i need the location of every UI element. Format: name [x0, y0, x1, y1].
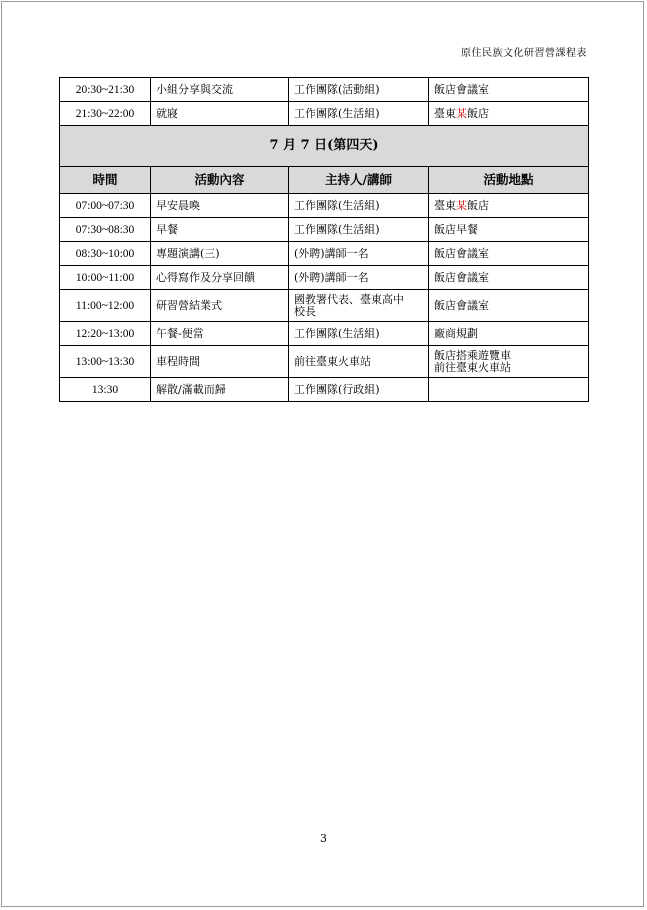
location-cell: 廠商規劃	[429, 322, 589, 346]
table-row	[60, 242, 589, 266]
activity-cell: 研習營結業式	[151, 290, 289, 322]
day-title-row	[60, 126, 589, 167]
table-row	[60, 194, 589, 218]
activity-cell: 就寢	[151, 102, 289, 126]
table-row	[60, 290, 589, 322]
location-cell: 飯店會議室	[429, 78, 589, 102]
location-cell	[429, 102, 589, 126]
activity-cell: 心得寫作及分享回饋	[151, 266, 289, 290]
location-cell	[429, 378, 589, 402]
time-cell: 11:00~12:00	[60, 290, 151, 322]
host-cell	[289, 290, 429, 322]
location-cell	[429, 194, 589, 218]
activity-cell: 車程時間	[151, 346, 289, 378]
time-cell: 08:30~10:00	[60, 242, 151, 266]
table-row	[60, 218, 589, 242]
page-number: 3	[320, 832, 327, 845]
location-text: 飯店	[467, 198, 489, 212]
host-cell: 工作團隊(行政組)	[289, 378, 429, 402]
host-line: 校長	[294, 304, 316, 318]
table-row	[60, 346, 589, 378]
column-header-host: 主持人/講師	[289, 167, 429, 194]
host-cell: 工作團隊(生活組)	[289, 102, 429, 126]
day-title: 7 月 7 日(第四天)	[60, 126, 589, 167]
host-line: 國教署代表、臺東高中	[294, 292, 404, 306]
time-cell: 20:30~21:30	[60, 78, 151, 102]
location-cell: 飯店會議室	[429, 242, 589, 266]
activity-cell: 專題演講(三)	[151, 242, 289, 266]
host-cell: 前往臺東火車站	[289, 346, 429, 378]
location-cell: 飯店會議室	[429, 290, 589, 322]
location-placeholder-mark: 某	[456, 106, 467, 120]
location-placeholder-mark: 某	[456, 198, 467, 212]
time-cell: 10:00~11:00	[60, 266, 151, 290]
time-cell: 13:30	[60, 378, 151, 402]
time-cell: 12:20~13:00	[60, 322, 151, 346]
host-cell: 工作團隊(活動組)	[289, 78, 429, 102]
location-cell: 飯店早餐	[429, 218, 589, 242]
location-cell: 飯店會議室	[429, 266, 589, 290]
column-header-activity: 活動內容	[151, 167, 289, 194]
time-cell: 13:00~13:30	[60, 346, 151, 378]
time-cell: 07:00~07:30	[60, 194, 151, 218]
time-cell: 21:30~22:00	[60, 102, 151, 126]
host-cell: (外聘)講師一名	[289, 242, 429, 266]
column-header-location: 活動地點	[429, 167, 589, 194]
host-cell: 工作團隊(生活組)	[289, 322, 429, 346]
activity-cell: 午餐-便當	[151, 322, 289, 346]
host-cell: 工作團隊(生活組)	[289, 194, 429, 218]
location-line: 飯店搭乘遊覽車	[434, 348, 511, 362]
host-cell: (外聘)講師一名	[289, 266, 429, 290]
activity-cell: 早安晨喚	[151, 194, 289, 218]
activity-cell: 小組分享與交流	[151, 78, 289, 102]
document-header-title: 原住民族文化研習營課程表	[461, 48, 587, 59]
location-text: 臺東	[434, 198, 456, 212]
table-row	[60, 378, 589, 402]
schedule-table	[59, 77, 589, 402]
activity-cell: 解散/滿載而歸	[151, 378, 289, 402]
table-row	[60, 102, 589, 126]
table-row	[60, 78, 589, 102]
location-text: 臺東	[434, 106, 456, 120]
location-cell	[429, 346, 589, 378]
table-row	[60, 266, 589, 290]
column-header-row	[60, 167, 589, 194]
location-line: 前往臺東火車站	[434, 360, 511, 374]
host-cell: 工作團隊(生活組)	[289, 218, 429, 242]
time-cell: 07:30~08:30	[60, 218, 151, 242]
table-row	[60, 322, 589, 346]
column-header-time: 時間	[60, 167, 151, 194]
location-text: 飯店	[467, 106, 489, 120]
activity-cell: 早餐	[151, 218, 289, 242]
